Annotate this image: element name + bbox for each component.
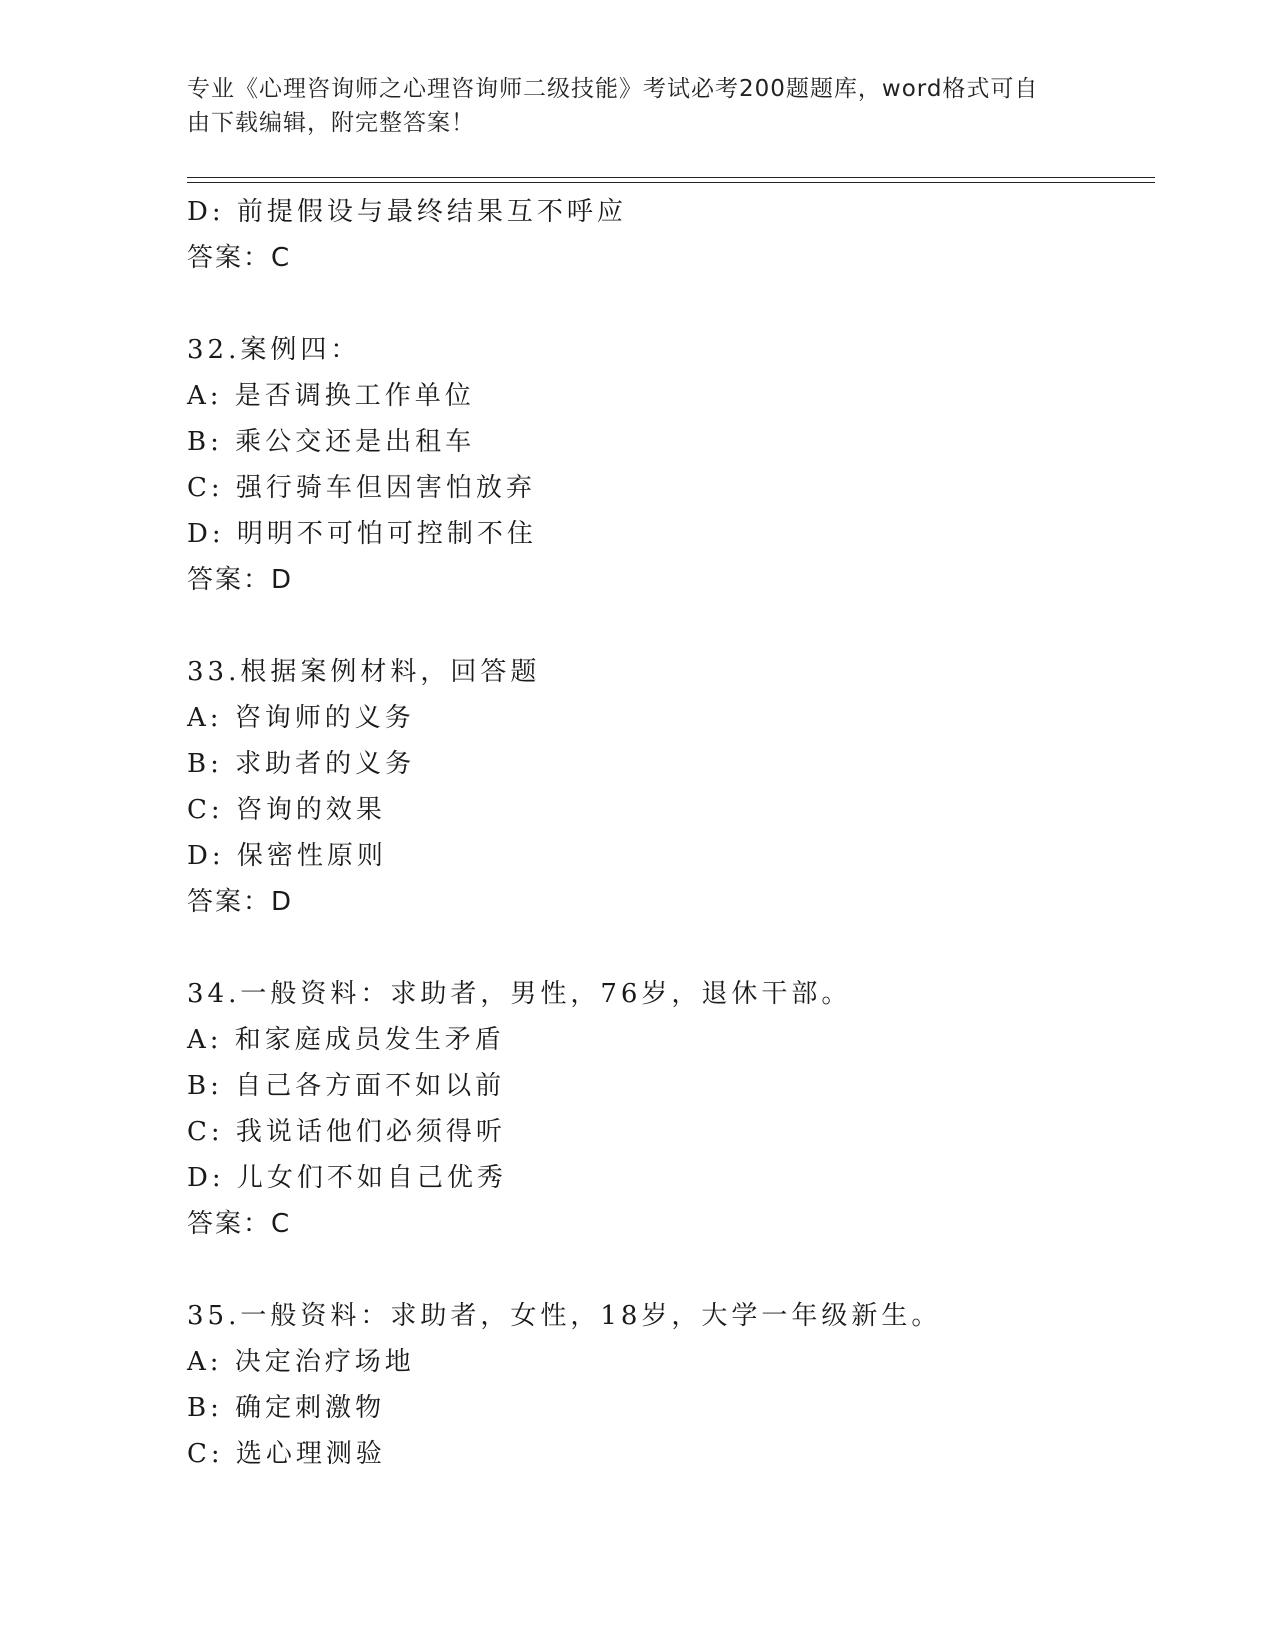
answer-line: 答案：C — [187, 1209, 292, 1239]
header-line-2: 由下载编辑，附完整答案！ — [187, 110, 475, 136]
question-31-tail — [187, 189, 1155, 281]
question-title: 32.案例四： — [187, 335, 361, 365]
question-title: 35.一般资料：求助者，女性，18岁，大学一年级新生。 — [187, 1301, 942, 1331]
question-35 — [187, 1293, 1155, 1477]
document-header — [187, 72, 1087, 140]
question-title: 33.根据案例材料，回答题 — [187, 657, 541, 687]
spacer — [187, 925, 1155, 971]
option-d: D: 儿女们不如自己优秀 — [187, 1163, 507, 1193]
answer-line: 答案：D — [187, 887, 294, 917]
option-c: C: 选心理测验 — [187, 1439, 386, 1469]
option-b: B: 确定刺激物 — [187, 1393, 386, 1423]
option-a: A: 咨询师的义务 — [187, 703, 415, 733]
spacer — [187, 1247, 1155, 1293]
option-b: B: 自己各方面不如以前 — [187, 1071, 506, 1101]
option-b: B: 求助者的义务 — [187, 749, 416, 779]
option-d: D: 前提假设与最终结果互不呼应 — [187, 197, 627, 227]
header-line-1: 专业《心理咨询师之心理咨询师二级技能》考试必考200题题库，word格式可自 — [187, 76, 1039, 102]
option-b: B: 乘公交还是出租车 — [187, 427, 476, 457]
question-33 — [187, 649, 1155, 925]
option-d: D: 保密性原则 — [187, 841, 387, 871]
option-c: C: 咨询的效果 — [187, 795, 386, 825]
question-32 — [187, 327, 1155, 603]
spacer — [187, 603, 1155, 649]
option-c: C: 强行骑车但因害怕放弃 — [187, 473, 536, 503]
question-list — [187, 189, 1155, 1477]
header-divider-bottom — [187, 182, 1155, 183]
option-c: C: 我说话他们必须得听 — [187, 1117, 506, 1147]
header-divider-top — [187, 177, 1155, 178]
answer-line: 答案：D — [187, 565, 294, 595]
answer-line: 答案：C — [187, 243, 292, 273]
option-d: D: 明明不可怕可控制不住 — [187, 519, 537, 549]
option-a: A: 和家庭成员发生矛盾 — [187, 1025, 505, 1055]
option-a: A: 是否调换工作单位 — [187, 381, 475, 411]
option-a: A: 决定治疗场地 — [187, 1347, 415, 1377]
question-title: 34.一般资料：求助者，男性，76岁，退休干部。 — [187, 979, 852, 1009]
spacer — [187, 281, 1155, 327]
question-34 — [187, 971, 1155, 1247]
